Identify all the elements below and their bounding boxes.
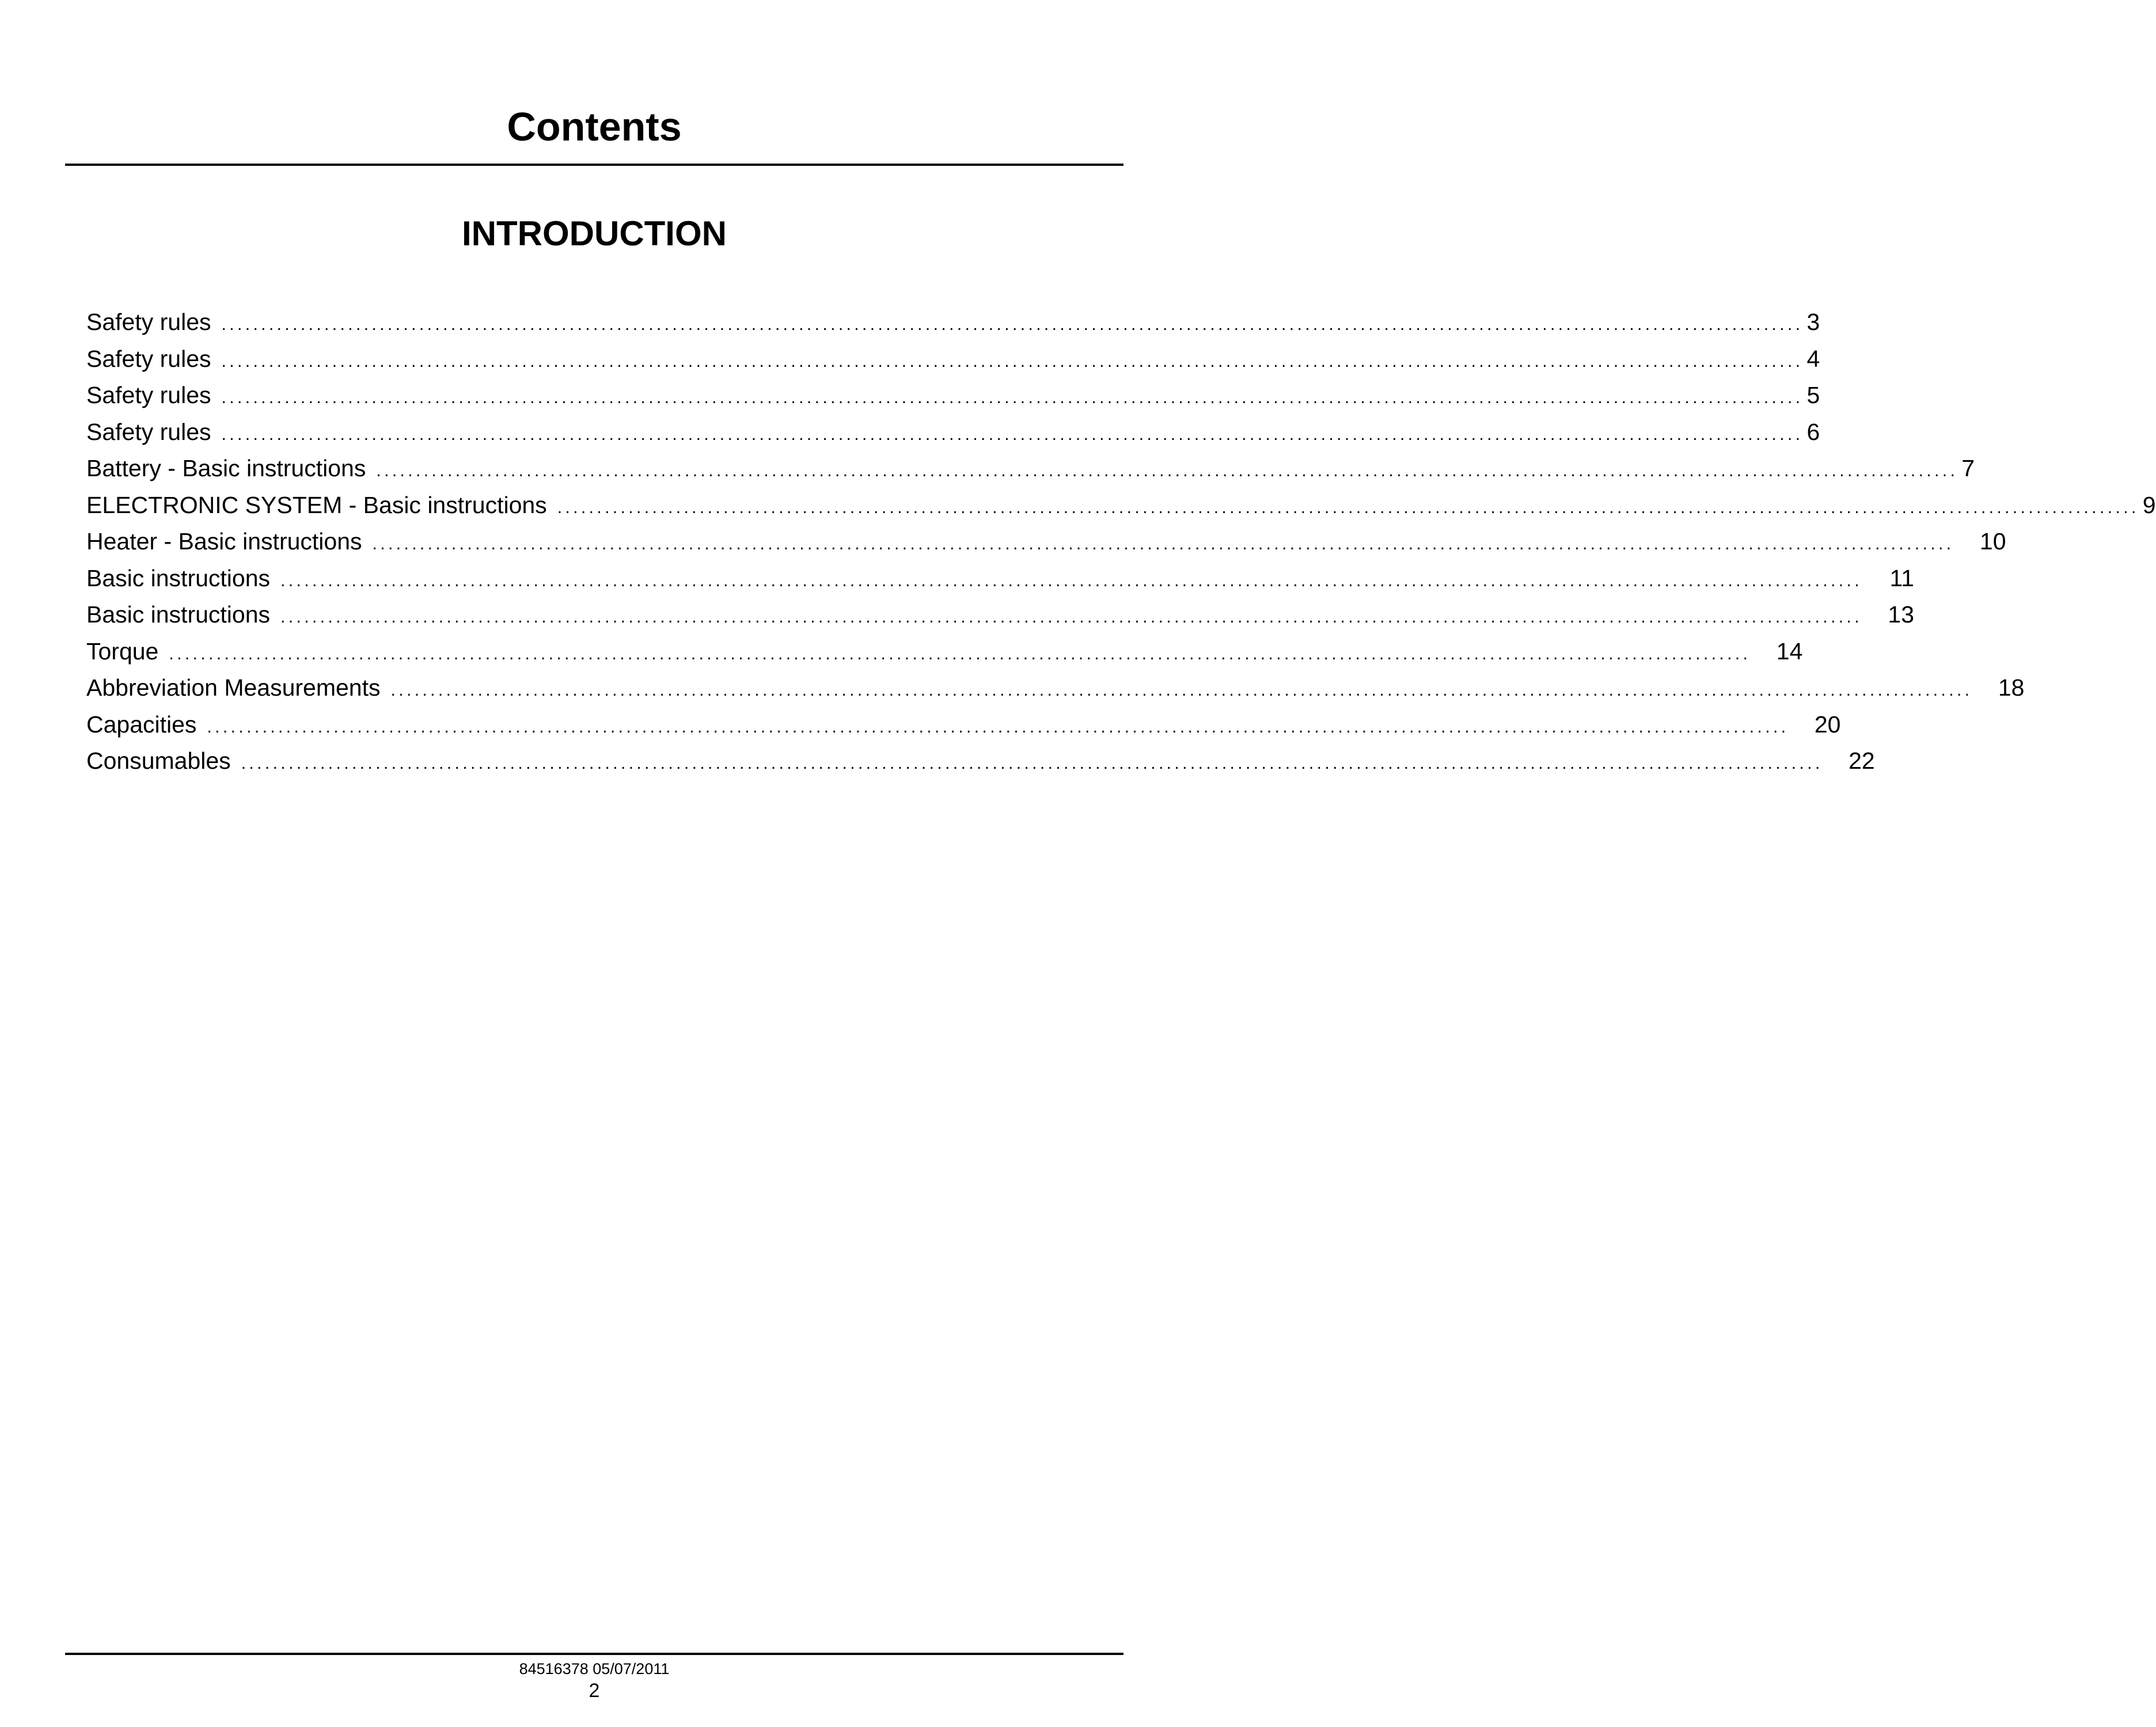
table-of-contents: [86, 304, 2156, 780]
toc-entry-label: Basic instructions: [86, 564, 271, 591]
toc-entry-page: 11: [1889, 564, 1915, 591]
toc-entry-label: Heater - Basic instructions: [86, 528, 362, 555]
toc-entry-label: Safety rules: [86, 345, 211, 372]
toc-dot-leader: ........................................................................................................................................................................................................: [221, 424, 1804, 444]
toc-entry-label: Safety rules: [86, 382, 211, 408]
toc-dot-leader: ........................................................................................................................................................................................................: [280, 608, 1863, 627]
toc-entry-page: 3: [1806, 309, 1820, 335]
toc-entry-page: 7: [1961, 455, 1975, 481]
toc-entry-page: 4: [1806, 345, 1820, 372]
toc-dot-leader: ........................................................................................................................................................................................................: [390, 681, 1973, 700]
toc-entry[interactable]: [86, 304, 1820, 341]
toc-entry[interactable]: [86, 633, 1803, 670]
toc-dot-leader: ........................................................................................................................................................................................................: [221, 351, 1804, 371]
footer-divider: [65, 1653, 1123, 1655]
toc-entry[interactable]: [86, 487, 2156, 524]
header-divider: [65, 164, 1123, 166]
toc-dot-leader: ........................................................................................................................................................................................................: [376, 461, 1958, 480]
toc-dot-leader: ........................................................................................................................................................................................................: [207, 717, 1789, 737]
toc-entry-label: Capacities: [86, 711, 197, 738]
toc-entry-page: 13: [1888, 601, 1915, 628]
toc-entry-label: ELECTRONIC SYSTEM - Basic instructions: [86, 491, 547, 518]
toc-entry-label: Abbreviation Measurements: [86, 674, 381, 701]
toc-entry-page: 6: [1806, 418, 1820, 445]
toc-entry-page: 5: [1806, 382, 1820, 408]
toc-entry[interactable]: [86, 450, 1975, 487]
toc-entry[interactable]: [86, 341, 1820, 378]
toc-entry-label: Safety rules: [86, 309, 211, 335]
toc-entry-label: Basic instructions: [86, 601, 271, 628]
toc-entry[interactable]: [86, 597, 1915, 633]
page-number: 2: [589, 1680, 600, 1702]
toc-dot-leader: ........................................................................................................................................................................................................: [372, 534, 1954, 553]
toc-entry-label: Torque: [86, 637, 159, 665]
toc-entry[interactable]: [86, 670, 2025, 707]
toc-entry-label: Battery - Basic instructions: [86, 455, 366, 481]
toc-entry-page: 9: [2142, 491, 2156, 518]
toc-dot-leader: ........................................................................................................................................................................................................: [241, 754, 1823, 773]
toc-entry-label: Safety rules: [86, 418, 211, 445]
toc-entry[interactable]: [86, 377, 1820, 414]
section-title: INTRODUCTION: [462, 214, 727, 253]
toc-dot-leader: ........................................................................................................................................................................................................: [221, 315, 1804, 334]
toc-entry-page: 14: [1776, 637, 1803, 665]
toc-entry[interactable]: [86, 560, 1915, 597]
toc-entry-page: 22: [1848, 747, 1875, 774]
toc-entry-label: Consumables: [86, 747, 231, 774]
toc-entry[interactable]: [86, 707, 1841, 743]
toc-dot-leader: ........................................................................................................................................................................................................: [221, 388, 1804, 407]
toc-entry-page: 20: [1814, 711, 1841, 738]
toc-dot-leader: ........................................................................................................................................................................................................: [169, 644, 1751, 663]
toc-entry[interactable]: [86, 414, 1820, 451]
toc-entry-page: 18: [1998, 674, 2025, 701]
toc-dot-leader: ........................................................................................................................................................................................................: [557, 498, 2139, 517]
page-title: Contents: [507, 104, 682, 149]
toc-entry[interactable]: [86, 523, 2006, 560]
toc-entry-page: 10: [1979, 528, 2006, 555]
toc-dot-leader: ........................................................................................................................................................................................................: [280, 571, 1863, 590]
toc-entry[interactable]: [86, 743, 1875, 780]
footer-document-reference: 84516378 05/07/2011: [519, 1660, 670, 1677]
